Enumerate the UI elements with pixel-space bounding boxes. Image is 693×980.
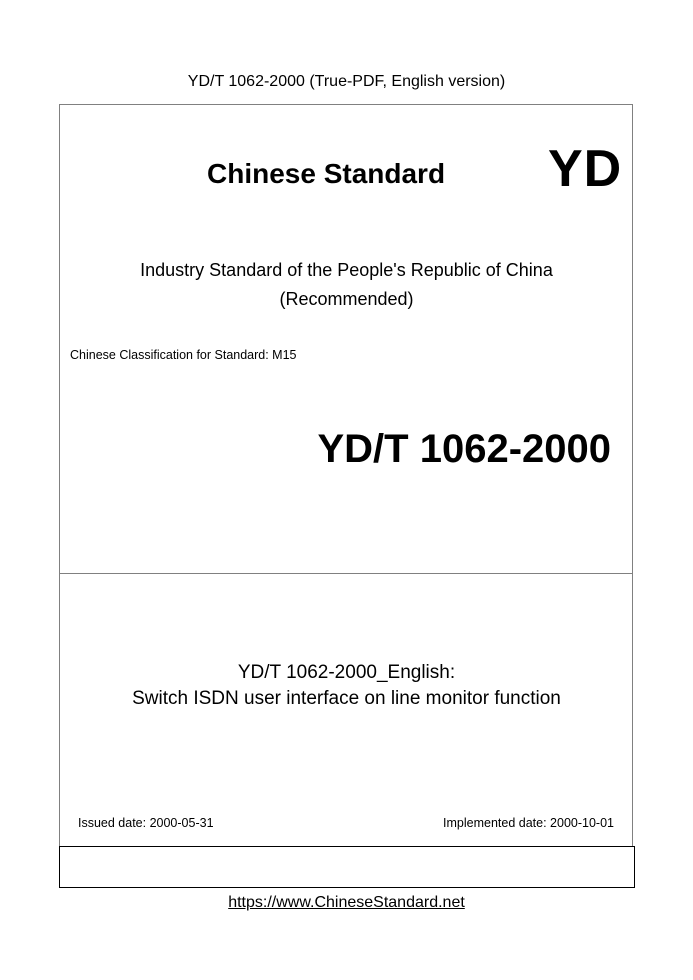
recommended-label: (Recommended)	[279, 289, 414, 309]
issued-date: Issued date: 2000-05-31	[78, 816, 214, 830]
standard-number: YD/T 1062-2000	[317, 427, 611, 471]
cover-bottom-frame	[59, 846, 635, 888]
standard-mark: YD	[548, 140, 623, 198]
implemented-date: Implemented date: 2000-10-01	[443, 816, 614, 830]
cover-heading: Chinese Standard	[207, 158, 446, 189]
english-title: YD/T 1062-2000_English:	[237, 662, 456, 683]
classification-text: Chinese Classification for Standard: M15	[70, 348, 297, 362]
footer	[0, 893, 693, 913]
website-link[interactable]: https://www.ChineseStandard.net	[228, 894, 465, 911]
english-subtitle: Switch ISDN user interface on line monitor function	[132, 688, 561, 709]
industry-standard-line: Industry Standard of the People's Republic of China	[140, 260, 553, 280]
document-header-title: YD/T 1062-2000 (True-PDF, English version)	[187, 73, 506, 90]
